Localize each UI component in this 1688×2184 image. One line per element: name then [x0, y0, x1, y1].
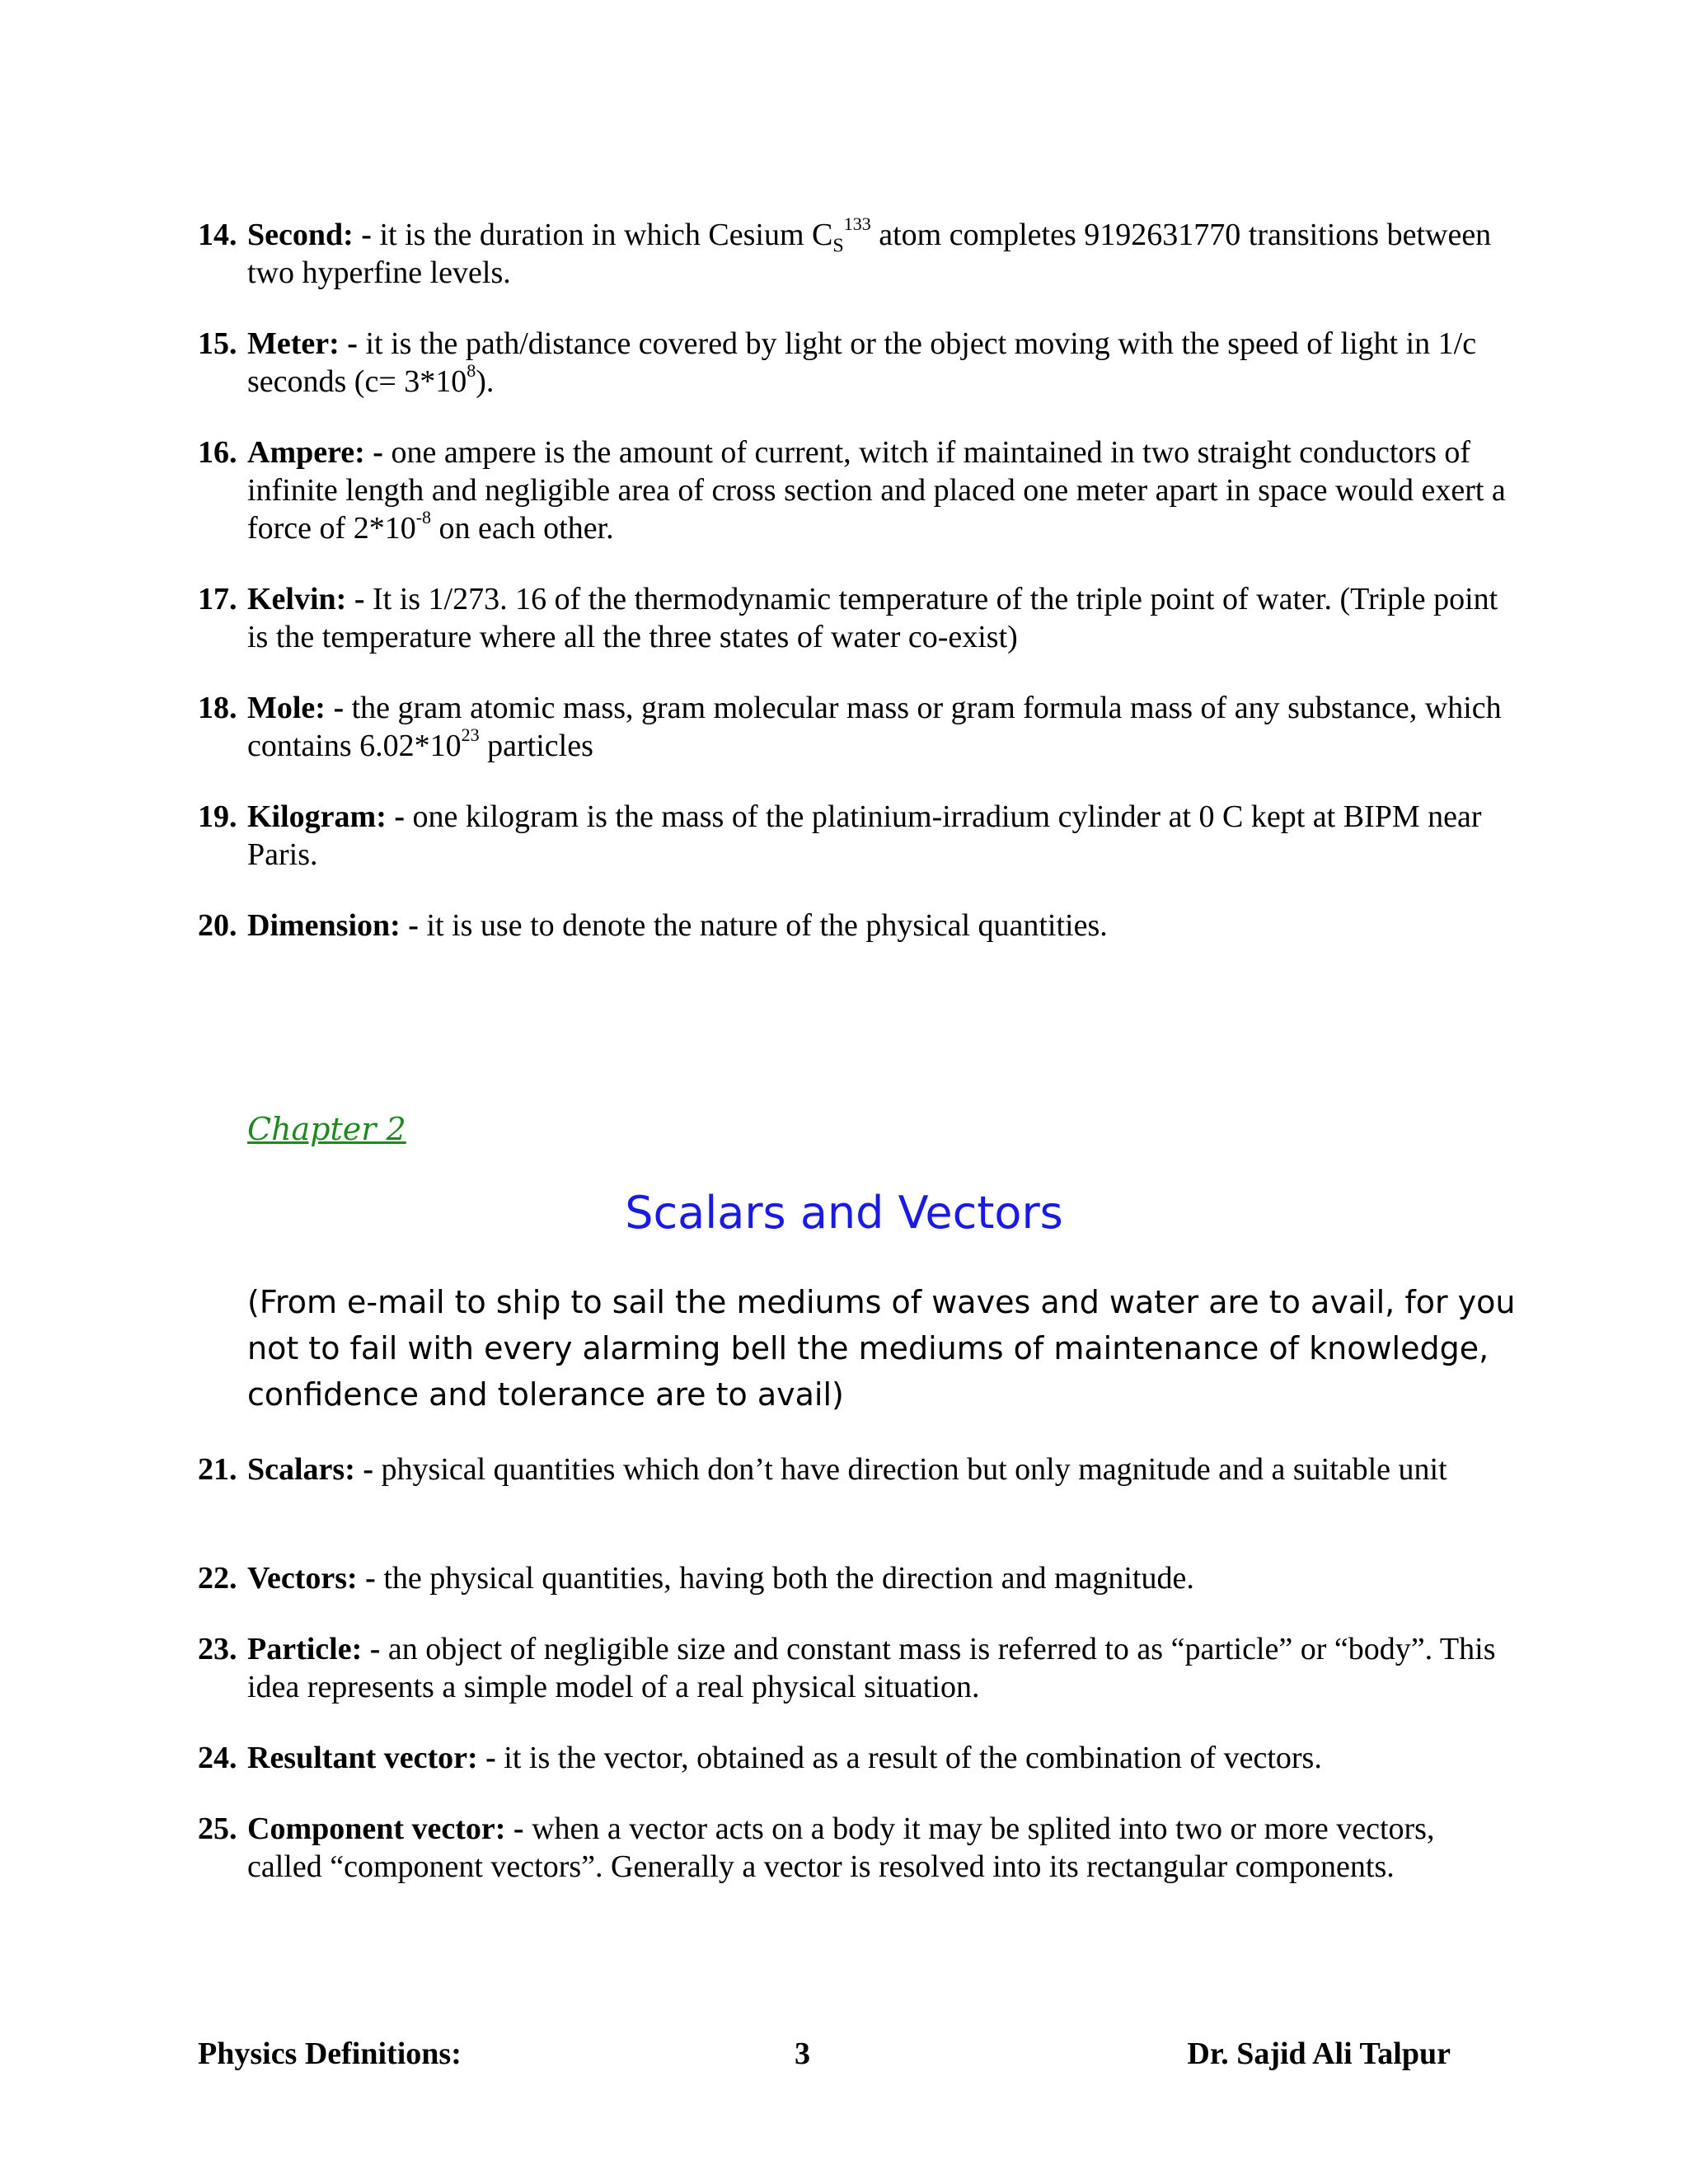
definition-number: 21. — [198, 1452, 237, 1487]
definition-text: it is the path/distance covered by light or the object moving with the speed of light in 1/c seconds (c= 3*10 — [247, 326, 1477, 399]
definition-term: Particle: - — [247, 1632, 381, 1666]
definition-text: It is 1/273. 16 of the thermodynamic temperature of the triple point of water. (Triple point is the temperature where all the three states of water co-exist) — [247, 582, 1498, 654]
definition-number: 20. — [198, 908, 237, 943]
definition-number: 23. — [198, 1632, 237, 1666]
definition-text: particles — [479, 729, 593, 763]
definition-ampere — [198, 434, 1517, 547]
definition-text: atom completes 9192631770 transitions between two hyperfine levels. — [247, 218, 1492, 290]
superscript: 133 — [843, 213, 871, 235]
definition-particle — [198, 1630, 1517, 1706]
superscript: 8 — [467, 360, 476, 382]
definition-resultant-vector — [198, 1739, 1517, 1777]
definition-text: the physical quantities, having both the direction and magnitude. — [375, 1561, 1194, 1596]
footer-left: Physics Definitions: — [198, 2036, 462, 2071]
chapter-title: Scalars and Vectors — [625, 1187, 1063, 1239]
definition-term: Kilogram: - — [247, 799, 406, 834]
definition-number: 14. — [198, 218, 237, 252]
chapter-motto: (From e-mail to ship to sail the mediums of waves and water are to avail, for you not to fail with every alarming bell the mediums of maintenance of knowledge, confidence and tolerance are to avail) — [247, 1284, 1516, 1413]
definition-text: one ampere is the amount of current, witch if maintained in two straight conductors of infinite length and negligible area of cross section and placed one meter apart in space would exert a force of 2*10 — [247, 435, 1506, 546]
definition-term: Vectors: - — [247, 1561, 376, 1596]
definition-dimension — [198, 907, 1517, 944]
definition-text: it is the vector, obtained as a result of the combination of vectors. — [495, 1741, 1322, 1775]
definition-component-vector — [198, 1810, 1517, 1886]
chapter-label: Chapter 2 — [247, 1111, 406, 1147]
definition-scalars — [198, 1451, 1517, 1488]
definition-meter — [198, 325, 1517, 401]
footer-right: Dr. Sajid Ali Talpur — [1187, 2036, 1451, 2071]
definition-text: physical quantities which don’t have direction but only magnitude and a suitable unit — [373, 1452, 1447, 1487]
definition-text: the gram atomic mass, gram molecular mass or gram formula mass of any substance, which contains 6.02*10 — [247, 691, 1502, 763]
definition-number: 18. — [198, 691, 237, 725]
footer-page-number: 3 — [795, 2036, 810, 2071]
definition-number: 22. — [198, 1561, 237, 1596]
definition-number: 19. — [198, 799, 237, 834]
definition-text: ). — [476, 364, 495, 399]
subscript: S — [832, 235, 844, 257]
definition-mole — [198, 689, 1517, 765]
definition-kelvin — [198, 580, 1517, 656]
superscript: 23 — [461, 724, 480, 746]
definition-term: Second: - — [247, 218, 372, 252]
definition-text: an object of negligible size and constant mass is referred to as “particle” or “body”. This idea represents a simple model of a real physical situation. — [247, 1632, 1496, 1704]
definition-number: 24. — [198, 1741, 237, 1775]
definition-number: 17. — [198, 582, 237, 616]
definition-number: 16. — [198, 435, 237, 470]
definition-term: Ampere: - — [247, 435, 383, 470]
superscript: -8 — [415, 507, 432, 528]
definition-vectors — [198, 1559, 1517, 1597]
definition-text: it is the duration in which Cesium C — [371, 218, 833, 252]
definition-second — [198, 213, 1517, 292]
definition-text: it is use to denote the nature of the physical quantities. — [418, 908, 1108, 943]
definition-text: when a vector acts on a body it may be splited into two or more vectors, called “component vectors”. Generally a vector is resolved into its rectangular components. — [247, 1811, 1435, 1884]
definition-term: Meter: - — [247, 326, 358, 361]
definition-number: 15. — [198, 326, 237, 361]
definition-term: Component vector: - — [247, 1811, 524, 1846]
definition-kilogram — [198, 798, 1517, 874]
definition-term: Kelvin: - — [247, 582, 365, 616]
definition-term: Scalars: - — [247, 1452, 374, 1487]
definition-number: 25. — [198, 1811, 237, 1846]
definition-term: Dimension: - — [247, 908, 419, 943]
definition-text: on each other. — [431, 511, 614, 546]
definition-text: one kilogram is the mass of the platinium-irradium cylinder at 0 C kept at BIPM near Paris. — [247, 799, 1482, 872]
definition-term: Mole: - — [247, 691, 345, 725]
definition-term: Resultant vector: - — [247, 1741, 496, 1775]
